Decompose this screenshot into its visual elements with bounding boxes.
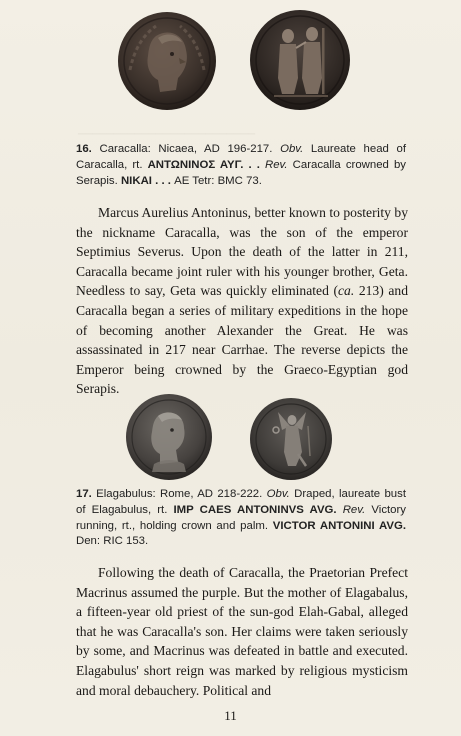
coin-reverse-serapis (248, 8, 352, 112)
caption-number: 17. (76, 488, 92, 500)
coin-obverse-caracalla (116, 10, 218, 112)
coin-legend: VICTOR ANTONINI AVG. (272, 519, 406, 532)
paragraph-elagabalus: Following the death of Caracalla, the Praetorian Prefect Macrinus assumed the purple. But the mother of Elagabalus, a fifteen-year old priest of the sun-god Elah-Gabal, alleged that he was Caracalla's son. Her claims were taken seriously by some, and Macrinus was defeated in battle and executed. Elagabulus' short reign was marked by religious mysticism and moral debauchery. Political and (76, 565, 408, 698)
paragraph-caracalla: Marcus Aurelius Antoninus, better known to posterity by the nickname Caracalla, was the son of the emperor Septimius Severus. Upon the death of the latter in 211, Caracalla became joint ruler with his younger brother, Geta. Needless to say, Geta was quickly eliminated (ca. 213) and Caracalla began a series of military expeditions in the hope of becoming another Alexander the Great. He was assassinated in 217 near Carrhae. The reverse depicts the Emperor being crowned by the Graeco-Egyptian god Serapis. (76, 205, 408, 397)
coin-figure-17 (0, 392, 461, 484)
coin-legend: IMP CAES ANTONINVS AVG. (173, 503, 337, 516)
coin-obverse-elagabalus (124, 392, 214, 482)
bleed-through-text: ───────────────────────── (78, 129, 256, 140)
coin-reverse-victory (248, 396, 334, 482)
caption-number: 16. (76, 143, 92, 155)
caption-16: 16. Caracalla: Nicaea, AD 196-217. Obv. Laureate head of Caracalla, rt. ΑΝΤΩΝΙΝΟΣ ΑΥΓ. . . Rev. Caracalla crowned by Serapis. ΝΙΚΑΙ . . . AE Tetr: BMC 73. (76, 143, 406, 187)
coin-figure-16 (0, 8, 461, 116)
page-number: 11 (224, 708, 237, 723)
coin-legend: ΑΝΤΩΝΙΝΟΣ ΑΥΓ. . . (147, 158, 260, 171)
caption-17: 17. Elagabulus: Rome, AD 218-222. Obv. Draped, laureate bust of Elagabulus, rt. IMP CAES ANTONINVS AVG. Rev. Victory running, rt., holding crown and palm. VICTOR ANTONINI AVG. Den: RIC 153. (76, 488, 407, 548)
coin-legend: ΝΙΚΑΙ . . . (120, 174, 171, 187)
